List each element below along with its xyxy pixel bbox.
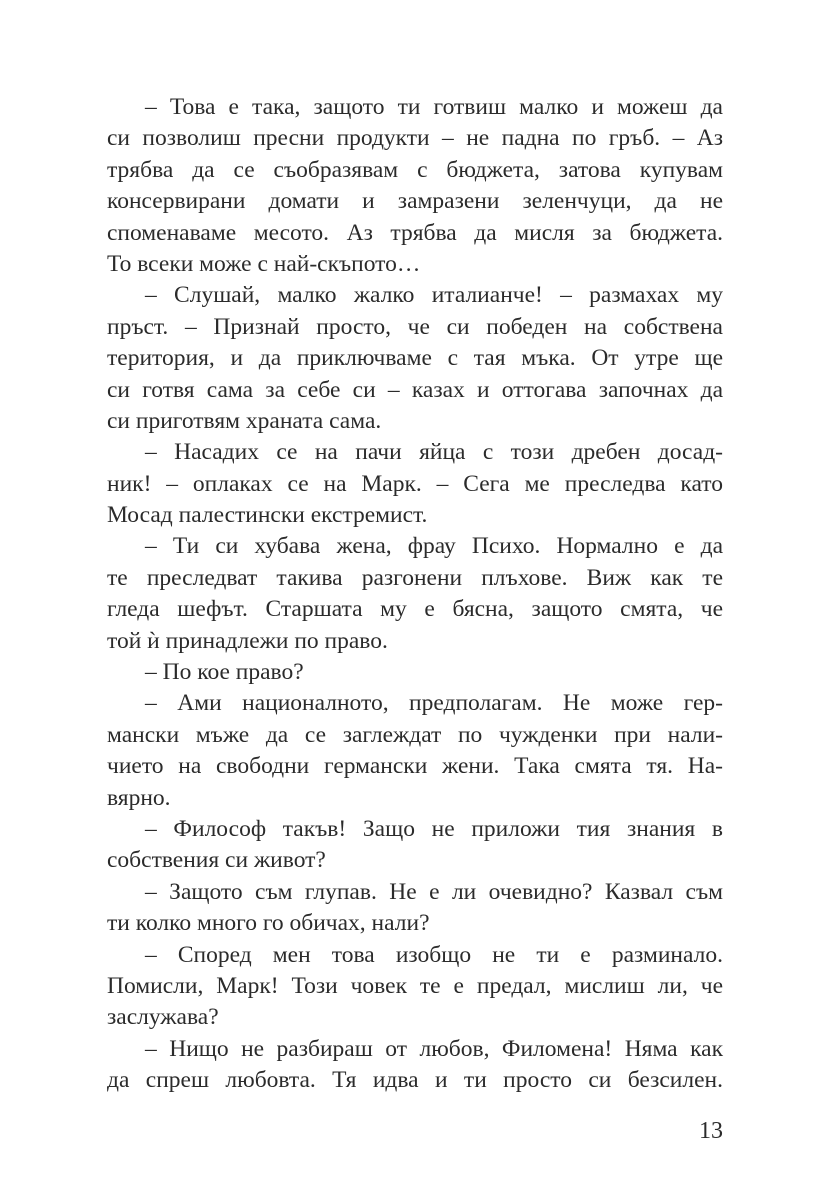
paragraph xyxy=(107,92,723,280)
text-line: Помисли, Марк! Този човек те е предал, мислиш ли, че xyxy=(107,972,723,999)
paragraph xyxy=(107,437,723,531)
text-line: територия, и да приключваме с тая мъка. От утре ще xyxy=(107,345,723,372)
text-line: трябва да се съобразявам с бюджета, затова купувам xyxy=(107,156,723,183)
text-line: То всеки може с най-скъпото… xyxy=(107,250,421,277)
text-line: пръст. – Признай просто, че си победен на собствена xyxy=(107,313,723,340)
text-line: си приготвям храната сама. xyxy=(107,407,382,434)
text-line: вярно. xyxy=(107,784,171,811)
paragraph xyxy=(107,657,723,688)
text-line: ник! – оплаках се на Марк. – Сега ме преследва като xyxy=(107,470,723,497)
paragraph xyxy=(107,1034,723,1097)
text-line: заслужава? xyxy=(107,1004,219,1031)
paragraph xyxy=(107,688,723,814)
text-line: Мосад палестински екстремист. xyxy=(107,502,428,529)
paragraph xyxy=(107,877,723,940)
text-line: собствения си живот? xyxy=(107,847,326,874)
paragraph xyxy=(107,280,723,437)
paragraph xyxy=(107,531,723,657)
text-line: – Ти си хубава жена, фрау Психо. Нормално е да xyxy=(145,533,723,560)
text-line: – Това е така, защото ти готвиш малко и можеш да xyxy=(145,94,723,120)
text-line: те преследват такива разгонени плъхове. Виж как те xyxy=(107,564,723,591)
text-line: чието на свободни германски жени. Така смята тя. На- xyxy=(107,753,723,780)
text-line: споменаваме месото. Аз трябва да мисля за бюджета. xyxy=(107,219,723,246)
text-line: – Защото съм глупав. Не е ли очевидно? Казвал съм xyxy=(145,878,723,905)
text-line: той ѝ принадлежи по право. xyxy=(107,627,388,654)
text-line: си позволиш пресни продукти – не падна по гръб. – Аз xyxy=(107,125,723,152)
text-line: консервирани домати и замразени зеленчуци, да не xyxy=(107,188,723,215)
text-line: – Философ такъв! Защо не приложи тия знания в xyxy=(145,815,723,842)
text-line: – По кое право? xyxy=(145,659,304,686)
text-line: – Слушай, малко жалко италианче! – размахах му xyxy=(145,282,723,309)
text-line: – Насадих се на пачи яйца с този дребен досад- xyxy=(145,439,723,466)
paragraph xyxy=(107,940,723,1034)
paragraph xyxy=(107,814,723,877)
text-line: – Нищо не разбираш от любов, Филомена! Няма как xyxy=(145,1035,723,1062)
text-line: гледа шефът. Старшата му е бясна, защото смята, че xyxy=(107,596,723,623)
text-line: – Ами националното, предполагам. Не може гер- xyxy=(145,690,723,717)
text-line: мански мъже да се заглеждат по чужденки при нали- xyxy=(107,721,723,748)
text-line: си готвя сама за себе си – казах и оттогава започнах да xyxy=(107,376,723,403)
text-line: ти колко много го обичах, нали? xyxy=(107,910,430,937)
text-line: – Според мен това изобщо не ти е разминало. xyxy=(145,941,723,968)
page-number: 13 xyxy=(699,1118,723,1144)
text-line: да спреш любовта. Тя идва и ти просто си безсилен. xyxy=(107,1067,723,1094)
book-page-text xyxy=(107,92,723,1097)
